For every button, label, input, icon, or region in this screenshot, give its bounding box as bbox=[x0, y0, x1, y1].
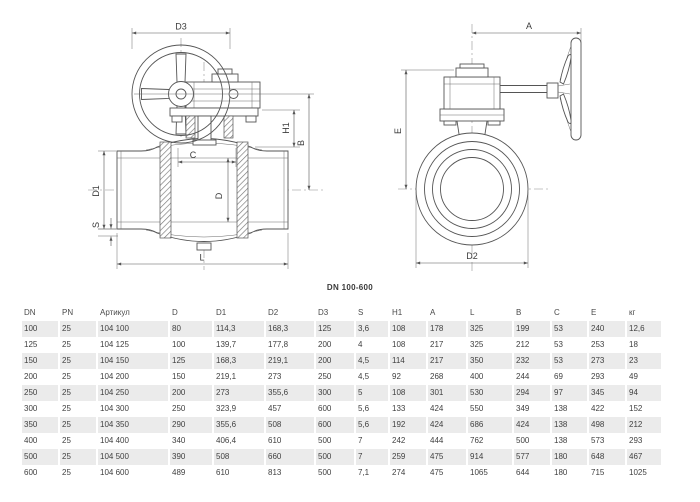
table-cell: 300 bbox=[24, 404, 38, 413]
table-cell: 5,6 bbox=[358, 404, 370, 413]
table-cell: 125 bbox=[24, 340, 38, 349]
column-header: A bbox=[430, 308, 436, 317]
table-cell: 500 bbox=[318, 436, 332, 445]
dim-label-e: E bbox=[393, 127, 403, 135]
table-cell: 12,6 bbox=[627, 321, 661, 337]
gearbox-front bbox=[440, 64, 504, 125]
table-cell: 600 bbox=[318, 404, 332, 413]
table-cell: 199 bbox=[514, 321, 550, 337]
table-cell: 253 bbox=[591, 340, 605, 349]
dim-label-d3: D3 bbox=[175, 21, 187, 32]
table-cell: 212 bbox=[516, 340, 530, 349]
dim-label-l: L bbox=[199, 252, 205, 263]
table-row bbox=[22, 385, 661, 401]
table-cell: 25 bbox=[60, 385, 96, 401]
wheel-shaft bbox=[500, 86, 547, 93]
table-cell: 475 bbox=[428, 449, 466, 465]
table-row bbox=[22, 433, 661, 449]
column-header: S bbox=[358, 308, 364, 317]
table-cell: 323,9 bbox=[216, 404, 237, 413]
seat-ring-left bbox=[160, 142, 171, 238]
table-cell: 25 bbox=[60, 321, 96, 337]
table-cell: 577 bbox=[514, 449, 550, 465]
dim-label-h1: H1 bbox=[281, 122, 291, 134]
table-cell: 406,4 bbox=[216, 436, 237, 445]
table-cell: 200 bbox=[316, 353, 354, 369]
table-cell: 489 bbox=[172, 468, 186, 477]
table-row bbox=[22, 465, 661, 481]
table-cell: 150 bbox=[22, 353, 58, 369]
table-cell: 53 bbox=[552, 321, 587, 337]
table-cell: 500 bbox=[516, 436, 530, 445]
dim-label-d2: D2 bbox=[466, 251, 478, 261]
table-cell: 104 300 bbox=[100, 404, 129, 413]
table-cell: 168,3 bbox=[266, 321, 314, 337]
table-cell: 92 bbox=[392, 372, 401, 381]
table-cell: 104 100 bbox=[98, 321, 168, 337]
table-cell: 325 bbox=[468, 321, 512, 337]
table-cell: 250 bbox=[22, 385, 58, 401]
table-cell: 133 bbox=[392, 404, 406, 413]
column-header: Артикул bbox=[100, 308, 130, 317]
table-cell: 273 bbox=[214, 385, 264, 401]
table-cell: 180 bbox=[552, 449, 587, 465]
table-cell: 25 bbox=[62, 340, 71, 349]
table-cell: 644 bbox=[516, 468, 530, 477]
table-cell: 610 bbox=[268, 436, 282, 445]
table-cell: 259 bbox=[390, 449, 426, 465]
table-cell: 300 bbox=[316, 385, 354, 401]
table-cell: 23 bbox=[627, 353, 661, 369]
column-header: D1 bbox=[216, 308, 227, 317]
table-cell: 424 bbox=[428, 417, 466, 433]
table-cell: 104 150 bbox=[98, 353, 168, 369]
table-row bbox=[22, 417, 661, 433]
table-cell: 104 125 bbox=[100, 340, 129, 349]
table-cell: 5 bbox=[356, 385, 388, 401]
table-cell: 813 bbox=[268, 468, 282, 477]
table-cell: 422 bbox=[591, 404, 605, 413]
table-cell: 5,6 bbox=[356, 417, 388, 433]
table-cell: 250 bbox=[318, 372, 332, 381]
table-row bbox=[22, 337, 661, 353]
column-header: B bbox=[516, 308, 522, 317]
table-cell: 25 bbox=[62, 404, 71, 413]
table-cell: 80 bbox=[170, 321, 212, 337]
table-cell: 273 bbox=[589, 353, 625, 369]
table-cell: 25 bbox=[62, 468, 71, 477]
table-cell: 94 bbox=[627, 385, 661, 401]
table-cell: 1025 bbox=[629, 468, 647, 477]
table-cell: 152 bbox=[629, 404, 643, 413]
table-cell: 250 bbox=[172, 404, 186, 413]
column-header: D2 bbox=[268, 308, 279, 317]
seat-ring-right bbox=[237, 142, 248, 238]
table-body bbox=[22, 321, 661, 481]
table-cell: 660 bbox=[266, 449, 314, 465]
column-header: кг bbox=[629, 308, 636, 317]
table-cell: 25 bbox=[62, 436, 71, 445]
table-title: DN 100-600 bbox=[326, 283, 374, 292]
dim-label-d1: D1 bbox=[91, 185, 101, 197]
table-cell: 192 bbox=[390, 417, 426, 433]
dim-label-s: S bbox=[91, 221, 101, 229]
column-header: D bbox=[172, 308, 178, 317]
table-cell: 7,1 bbox=[358, 468, 370, 477]
left-view bbox=[88, 22, 326, 271]
table-cell: 350 bbox=[22, 417, 58, 433]
table-cell: 301 bbox=[428, 385, 466, 401]
table-cell: 293 bbox=[629, 436, 643, 445]
table-cell: 500 bbox=[318, 468, 332, 477]
table-row bbox=[22, 401, 661, 417]
table-cell: 25 bbox=[60, 449, 96, 465]
table-cell: 104 250 bbox=[98, 385, 168, 401]
table-cell: 475 bbox=[430, 468, 444, 477]
table-cell: 3,6 bbox=[356, 321, 388, 337]
table-cell: 500 bbox=[22, 449, 58, 465]
table-cell: 293 bbox=[591, 372, 605, 381]
table-cell: 355,6 bbox=[266, 385, 314, 401]
table-cell: 325 bbox=[470, 340, 484, 349]
table-cell: 294 bbox=[514, 385, 550, 401]
table-header bbox=[22, 305, 661, 321]
table-cell: 355,6 bbox=[214, 417, 264, 433]
table-cell: 200 bbox=[318, 340, 332, 349]
table-cell: 242 bbox=[392, 436, 406, 445]
table-cell: 138 bbox=[552, 417, 587, 433]
table-cell: 508 bbox=[214, 449, 264, 465]
column-header: H1 bbox=[392, 308, 403, 317]
table-cell: 104 600 bbox=[100, 468, 129, 477]
dimensions-table bbox=[20, 305, 663, 481]
table-cell: 25 bbox=[60, 417, 96, 433]
valve-body bbox=[117, 139, 288, 242]
table-cell: 424 bbox=[514, 417, 550, 433]
table-cell: 467 bbox=[627, 449, 661, 465]
table-cell: 390 bbox=[170, 449, 212, 465]
table-cell: 350 bbox=[468, 353, 512, 369]
column-header: C bbox=[554, 308, 560, 317]
table-cell: 345 bbox=[589, 385, 625, 401]
table-cell: 212 bbox=[627, 417, 661, 433]
table-cell: 49 bbox=[629, 372, 638, 381]
table-cell: 240 bbox=[589, 321, 625, 337]
table-cell: 648 bbox=[589, 449, 625, 465]
column-header: DN bbox=[24, 308, 36, 317]
table-cell: 138 bbox=[554, 436, 568, 445]
table-cell: 104 400 bbox=[100, 436, 129, 445]
table-cell: 7 bbox=[358, 436, 363, 445]
table-cell: 273 bbox=[268, 372, 282, 381]
table-cell: 150 bbox=[172, 372, 186, 381]
table-cell: 125 bbox=[170, 353, 212, 369]
table-cell: 762 bbox=[470, 436, 484, 445]
table-cell: 104 350 bbox=[98, 417, 168, 433]
table-cell: 232 bbox=[514, 353, 550, 369]
dim-label-d: D bbox=[214, 192, 224, 200]
table-row bbox=[22, 321, 661, 337]
table-cell: 4 bbox=[358, 340, 363, 349]
table-cell: 340 bbox=[172, 436, 186, 445]
dim-label-c: C bbox=[189, 150, 197, 160]
table-cell: 290 bbox=[170, 417, 212, 433]
table-cell: 219,1 bbox=[266, 353, 314, 369]
table-cell: 108 bbox=[390, 385, 426, 401]
column-header: L bbox=[470, 308, 475, 317]
table-row bbox=[22, 353, 661, 369]
table-cell: 125 bbox=[316, 321, 354, 337]
table-cell: 573 bbox=[591, 436, 605, 445]
table-cell: 498 bbox=[589, 417, 625, 433]
table-cell: 600 bbox=[24, 468, 38, 477]
table-cell: 444 bbox=[430, 436, 444, 445]
table-cell: 53 bbox=[554, 340, 563, 349]
table-cell: 4,5 bbox=[358, 372, 370, 381]
table-cell: 114 bbox=[390, 353, 426, 369]
table-cell: 219,1 bbox=[216, 372, 237, 381]
table-cell: 457 bbox=[268, 404, 282, 413]
table-cell: 178 bbox=[428, 321, 466, 337]
column-header: E bbox=[591, 308, 597, 317]
table-cell: 274 bbox=[392, 468, 406, 477]
table-cell: 400 bbox=[470, 372, 484, 381]
table-row bbox=[22, 449, 661, 465]
table-cell: 349 bbox=[516, 404, 530, 413]
table-cell: 108 bbox=[392, 340, 406, 349]
table-cell: 108 bbox=[390, 321, 426, 337]
table-cell: 1065 bbox=[470, 468, 488, 477]
header-row bbox=[22, 305, 661, 321]
dim-label-b: B bbox=[296, 139, 306, 147]
table-cell: 53 bbox=[552, 353, 587, 369]
table-cell: 200 bbox=[24, 372, 38, 381]
table-cell: 180 bbox=[554, 468, 568, 477]
table-cell: 217 bbox=[430, 340, 444, 349]
table-cell: 168,3 bbox=[214, 353, 264, 369]
table-cell: 69 bbox=[554, 372, 563, 381]
right-view bbox=[393, 21, 581, 274]
table-cell: 18 bbox=[629, 340, 638, 349]
table-cell: 500 bbox=[316, 449, 354, 465]
table-cell: 530 bbox=[468, 385, 512, 401]
table-cell: 424 bbox=[430, 404, 444, 413]
table-cell: 244 bbox=[516, 372, 530, 381]
table-cell: 25 bbox=[62, 372, 71, 381]
table-cell: 508 bbox=[266, 417, 314, 433]
table-cell: 100 bbox=[22, 321, 58, 337]
table-cell: 400 bbox=[24, 436, 38, 445]
table-cell: 600 bbox=[316, 417, 354, 433]
table-cell: 104 500 bbox=[98, 449, 168, 465]
table-cell: 100 bbox=[172, 340, 186, 349]
table-cell: 686 bbox=[468, 417, 512, 433]
table-cell: 268 bbox=[430, 372, 444, 381]
wheel-rim-edge bbox=[571, 38, 581, 140]
table-cell: 914 bbox=[468, 449, 512, 465]
table-cell: 114,3 bbox=[214, 321, 264, 337]
table-row bbox=[22, 369, 661, 385]
table-cell: 715 bbox=[591, 468, 605, 477]
bottom-trunnion bbox=[197, 243, 211, 250]
table-cell: 177,8 bbox=[268, 340, 289, 349]
table-cell: 25 bbox=[60, 353, 96, 369]
table-cell: 7 bbox=[356, 449, 388, 465]
column-header: D3 bbox=[318, 308, 329, 317]
table-cell: 139,7 bbox=[216, 340, 237, 349]
dim-label-a: A bbox=[525, 21, 533, 31]
table-cell: 200 bbox=[170, 385, 212, 401]
table-cell: 217 bbox=[428, 353, 466, 369]
table-cell: 550 bbox=[470, 404, 484, 413]
table-cell: 138 bbox=[554, 404, 568, 413]
table-cell: 4,5 bbox=[356, 353, 388, 369]
table-cell: 104 200 bbox=[100, 372, 129, 381]
column-header: PN bbox=[62, 308, 74, 317]
handwheel-edge bbox=[500, 38, 581, 140]
table-cell: 610 bbox=[216, 468, 230, 477]
table-cell: 97 bbox=[552, 385, 587, 401]
